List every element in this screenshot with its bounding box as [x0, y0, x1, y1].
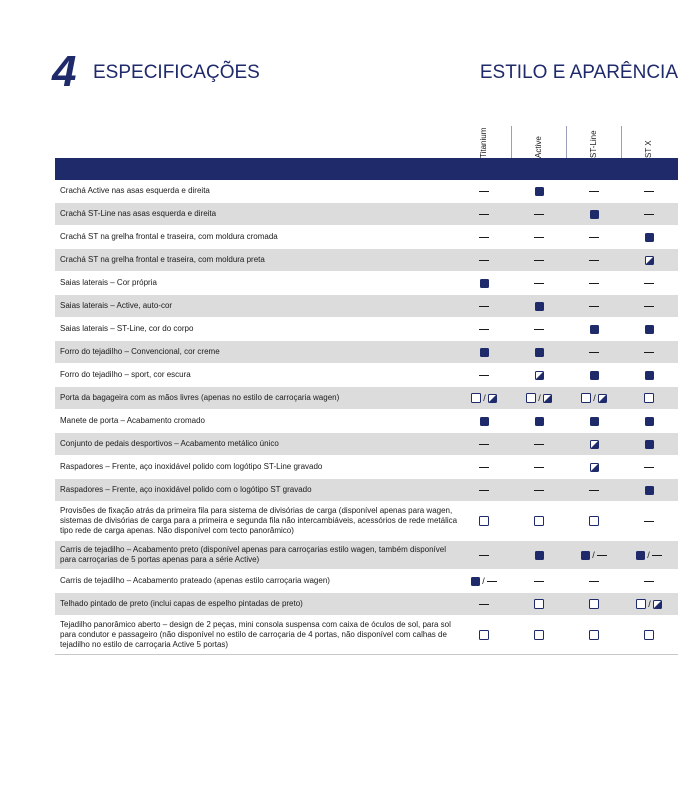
standard-filled-square-icon — [581, 551, 590, 560]
spec-cell-titanium — [464, 341, 504, 363]
not-available-dash-icon — [534, 467, 544, 468]
spec-cell-st-x — [629, 410, 669, 432]
optional-open-square-icon — [526, 393, 536, 403]
table-row — [55, 249, 678, 272]
spec-cell-active — [519, 318, 559, 340]
row-label: Carris de tejadilho – Acabamento prateado (apenas estilo carroçaria wagen) — [60, 576, 330, 585]
not-available-dash-icon — [479, 214, 489, 215]
spec-cell-st-line — [574, 364, 614, 386]
spec-cell-titanium — [464, 456, 504, 478]
spec-cell-st-x — [629, 433, 669, 455]
spec-cell-st-line — [574, 541, 614, 569]
not-available-dash-icon — [487, 581, 497, 582]
table-row — [55, 364, 678, 387]
row-label: Carris de tejadilho – Acabamento preto (disponível apenas para carroçarias estilo wagen, também disponível para carroçarias de 5 portas apenas para a série Active) — [60, 545, 446, 564]
pack-half-filled-square-icon — [598, 394, 607, 403]
table-row — [55, 593, 678, 616]
table-row — [55, 541, 678, 570]
column-header-titanium: Titanium — [479, 127, 488, 158]
spec-cell-st-line — [574, 226, 614, 248]
row-label: Crachá ST na grelha frontal e traseira, com moldura cromada — [60, 232, 278, 241]
row-label: Porta da bagageira com as mãos livres (apenas no estilo de carroçaria wagen) — [60, 393, 340, 402]
table-row — [55, 479, 678, 502]
table-row — [55, 318, 678, 341]
table-row — [55, 433, 678, 456]
spec-cell-active — [519, 295, 559, 317]
not-available-dash-icon — [479, 260, 489, 261]
standard-filled-square-icon — [645, 233, 654, 242]
spec-cell-active — [519, 456, 559, 478]
table-row — [55, 180, 678, 203]
not-available-dash-icon — [589, 352, 599, 353]
not-available-dash-icon — [589, 191, 599, 192]
spec-table — [55, 180, 678, 655]
spec-cell-st-x — [629, 272, 669, 294]
row-label: Saias laterais – Cor própria — [60, 278, 157, 287]
table-row — [55, 387, 678, 410]
spec-cell-active — [519, 593, 559, 615]
spec-cell-titanium — [464, 593, 504, 615]
spec-cell-st-x — [629, 364, 669, 386]
spec-cell-active — [519, 410, 559, 432]
optional-open-square-icon — [581, 393, 591, 403]
spec-cell-active — [519, 616, 559, 654]
standard-filled-square-icon — [590, 417, 599, 426]
row-label: Manete de porta – Acabamento cromado — [60, 416, 205, 425]
optional-open-square-icon — [644, 630, 654, 640]
not-available-dash-icon — [589, 260, 599, 261]
not-available-dash-icon — [644, 467, 654, 468]
spec-cell-st-line — [574, 341, 614, 363]
optional-open-square-icon — [644, 393, 654, 403]
spec-cell-titanium — [464, 570, 504, 592]
pack-half-filled-square-icon — [653, 600, 662, 609]
row-label: Telhado pintado de preto (inclui capas de espelho pintadas de preto) — [60, 599, 303, 608]
row-label: Raspadores – Frente, aço inoxidável polido com o logótipo ST gravado — [60, 485, 312, 494]
row-label: Provisões de fixação atrás da primeira fila para sistema de divisórias de carga (disponível apenas para wagen, sistemas de divisórias de carga para a primeira e segunda fila não intercambiáveis, acessórios de rede metálica tipo rede de carga apenas. Não disponível com tecto panorâmico) — [60, 506, 458, 535]
not-available-dash-icon — [589, 490, 599, 491]
not-available-dash-icon — [589, 283, 599, 284]
spec-cell-st-line — [574, 456, 614, 478]
standard-filled-square-icon — [480, 348, 489, 357]
spec-cell-st-x — [629, 203, 669, 225]
spec-cell-st-x — [629, 502, 669, 540]
spec-cell-st-x — [629, 387, 669, 409]
standard-filled-square-icon — [645, 371, 654, 380]
not-available-dash-icon — [534, 260, 544, 261]
standard-filled-square-icon — [535, 348, 544, 357]
not-available-dash-icon — [652, 555, 662, 556]
section-title: ESTILO E APARÊNCIA — [479, 62, 678, 83]
pack-half-filled-square-icon — [645, 256, 654, 265]
standard-filled-square-icon — [535, 187, 544, 196]
not-available-dash-icon — [534, 444, 544, 445]
spec-cell-active — [519, 341, 559, 363]
not-available-dash-icon — [479, 375, 489, 376]
row-label: Saias laterais – Active, auto-cor — [60, 301, 173, 310]
optional-open-square-icon — [589, 630, 599, 640]
chapter-number: 4 — [52, 47, 75, 96]
spec-cell-titanium — [464, 502, 504, 540]
table-row — [55, 456, 678, 479]
not-available-dash-icon — [534, 581, 544, 582]
spec-cell-titanium — [464, 616, 504, 654]
optional-open-square-icon — [636, 599, 646, 609]
spec-cell-st-line — [574, 502, 614, 540]
pack-half-filled-square-icon — [590, 440, 599, 449]
spec-cell-st-x — [629, 616, 669, 654]
not-available-dash-icon — [479, 306, 489, 307]
spec-cell-st-x — [629, 593, 669, 615]
not-available-dash-icon — [479, 237, 489, 238]
standard-filled-square-icon — [590, 371, 599, 380]
table-row — [55, 272, 678, 295]
not-available-dash-icon — [589, 306, 599, 307]
spec-cell-st-line — [574, 249, 614, 271]
optional-open-square-icon — [589, 599, 599, 609]
column-divider — [511, 126, 512, 158]
not-available-dash-icon — [479, 555, 489, 556]
spec-cell-titanium — [464, 318, 504, 340]
not-available-dash-icon — [589, 237, 599, 238]
row-label: Crachá ST na grelha frontal e traseira, com moldura preta — [60, 255, 265, 264]
spec-cell-active — [519, 502, 559, 540]
spec-cell-st-x — [629, 479, 669, 501]
standard-filled-square-icon — [535, 551, 544, 560]
spec-cell-st-line — [574, 616, 614, 654]
standard-filled-square-icon — [645, 486, 654, 495]
spec-cell-st-x — [629, 249, 669, 271]
spec-cell-st-line — [574, 272, 614, 294]
standard-filled-square-icon — [645, 440, 654, 449]
pack-half-filled-square-icon — [488, 394, 497, 403]
optional-open-square-icon — [534, 599, 544, 609]
spec-cell-titanium — [464, 180, 504, 202]
spec-cell-st-x — [629, 570, 669, 592]
table-row — [55, 502, 678, 541]
not-available-dash-icon — [644, 352, 654, 353]
not-available-dash-icon — [534, 283, 544, 284]
not-available-dash-icon — [534, 237, 544, 238]
optional-open-square-icon — [534, 630, 544, 640]
spec-cell-active — [519, 226, 559, 248]
spec-cell-active — [519, 203, 559, 225]
spec-cell-st-line — [574, 318, 614, 340]
slash-separator: / — [538, 392, 541, 403]
spec-cell-titanium — [464, 364, 504, 386]
row-label: Forro do tejadilho – sport, cor escura — [60, 370, 191, 379]
optional-open-square-icon — [479, 516, 489, 526]
not-available-dash-icon — [644, 521, 654, 522]
spec-cell-titanium — [464, 410, 504, 432]
standard-filled-square-icon — [590, 210, 599, 219]
spec-cell-titanium — [464, 249, 504, 271]
spec-cell-st-line — [574, 295, 614, 317]
standard-filled-square-icon — [535, 417, 544, 426]
spec-cell-titanium — [464, 479, 504, 501]
slash-separator: / — [593, 392, 596, 403]
spec-cell-titanium — [464, 541, 504, 569]
spec-cell-titanium — [464, 203, 504, 225]
spec-cell-st-x — [629, 226, 669, 248]
column-headers — [0, 112, 700, 158]
not-available-dash-icon — [644, 283, 654, 284]
column-header-st-x: ST X — [644, 140, 653, 158]
column-header-active: Active — [534, 136, 543, 158]
pack-half-filled-square-icon — [590, 463, 599, 472]
not-available-dash-icon — [597, 555, 607, 556]
not-available-dash-icon — [534, 329, 544, 330]
slash-separator: / — [592, 549, 595, 560]
slash-separator: / — [483, 392, 486, 403]
row-label: Saias laterais – ST-Line, cor do corpo — [60, 324, 194, 333]
slash-separator: / — [647, 549, 650, 560]
standard-filled-square-icon — [471, 577, 480, 586]
spec-cell-st-x — [629, 180, 669, 202]
not-available-dash-icon — [644, 581, 654, 582]
column-divider — [566, 126, 567, 158]
optional-open-square-icon — [471, 393, 481, 403]
row-label: Forro do tejadilho – Convencional, cor creme — [60, 347, 220, 356]
optional-open-square-icon — [479, 630, 489, 640]
not-available-dash-icon — [534, 490, 544, 491]
row-label: Crachá ST-Line nas asas esquerda e direita — [60, 209, 217, 218]
not-available-dash-icon — [479, 604, 489, 605]
table-header-bar — [55, 158, 678, 180]
spec-cell-st-line — [574, 433, 614, 455]
standard-filled-square-icon — [645, 325, 654, 334]
not-available-dash-icon — [534, 214, 544, 215]
spec-cell-titanium — [464, 226, 504, 248]
spec-cell-st-line — [574, 479, 614, 501]
not-available-dash-icon — [644, 214, 654, 215]
spec-cell-active — [519, 180, 559, 202]
spec-cell-st-x — [629, 318, 669, 340]
spec-cell-active — [519, 364, 559, 386]
standard-filled-square-icon — [480, 279, 489, 288]
row-label: Tejadilho panorâmico aberto – design de 2 peças, mini consola suspensa com caixa de óculos de sol, para sol para condutor e passageiro (não disponível no estilo de carroçaria de 4 portas, não disponível com calhas de tejadilho no estilo de carroçaria Active 5 portas) — [60, 620, 451, 649]
row-label: Raspadores – Frente, aço inoxidável polido com logótipo ST-Line gravado — [60, 462, 323, 471]
spec-cell-active — [519, 541, 559, 569]
not-available-dash-icon — [479, 444, 489, 445]
standard-filled-square-icon — [535, 302, 544, 311]
not-available-dash-icon — [479, 329, 489, 330]
column-header-st-line: ST-Line — [589, 130, 598, 158]
spec-cell-active — [519, 479, 559, 501]
column-divider — [621, 126, 622, 158]
pack-half-filled-square-icon — [535, 371, 544, 380]
table-row — [55, 295, 678, 318]
spec-cell-active — [519, 249, 559, 271]
optional-open-square-icon — [534, 516, 544, 526]
row-label: Crachá Active nas asas esquerda e direita — [60, 186, 210, 195]
spec-cell-titanium — [464, 295, 504, 317]
spec-cell-st-line — [574, 570, 614, 592]
spec-cell-titanium — [464, 272, 504, 294]
spec-cell-st-line — [574, 387, 614, 409]
not-available-dash-icon — [479, 467, 489, 468]
spec-cell-active — [519, 433, 559, 455]
spec-cell-st-x — [629, 541, 669, 569]
standard-filled-square-icon — [636, 551, 645, 560]
spec-cell-active — [519, 272, 559, 294]
table-row — [55, 226, 678, 249]
spec-cell-st-line — [574, 180, 614, 202]
spec-cell-st-line — [574, 410, 614, 432]
spec-cell-titanium — [464, 433, 504, 455]
spec-cell-st-line — [574, 203, 614, 225]
table-row — [55, 203, 678, 226]
table-row — [55, 410, 678, 433]
spec-cell-st-line — [574, 593, 614, 615]
not-available-dash-icon — [589, 581, 599, 582]
optional-open-square-icon — [589, 516, 599, 526]
spec-cell-active — [519, 570, 559, 592]
table-row — [55, 616, 678, 655]
table-row — [55, 341, 678, 364]
slash-separator: / — [648, 598, 651, 609]
not-available-dash-icon — [644, 191, 654, 192]
not-available-dash-icon — [479, 490, 489, 491]
standard-filled-square-icon — [645, 417, 654, 426]
row-label: Conjunto de pedais desportivos – Acabamento metálico único — [60, 439, 279, 448]
standard-filled-square-icon — [480, 417, 489, 426]
pack-half-filled-square-icon — [543, 394, 552, 403]
spec-cell-st-x — [629, 456, 669, 478]
not-available-dash-icon — [644, 306, 654, 307]
spec-cell-st-x — [629, 295, 669, 317]
spec-cell-active — [519, 387, 559, 409]
spec-cell-st-x — [629, 341, 669, 363]
not-available-dash-icon — [479, 191, 489, 192]
spec-cell-titanium — [464, 387, 504, 409]
chapter-title: ESPECIFICAÇÕES — [93, 62, 260, 83]
slash-separator: / — [482, 575, 485, 586]
table-row — [55, 570, 678, 593]
standard-filled-square-icon — [590, 325, 599, 334]
